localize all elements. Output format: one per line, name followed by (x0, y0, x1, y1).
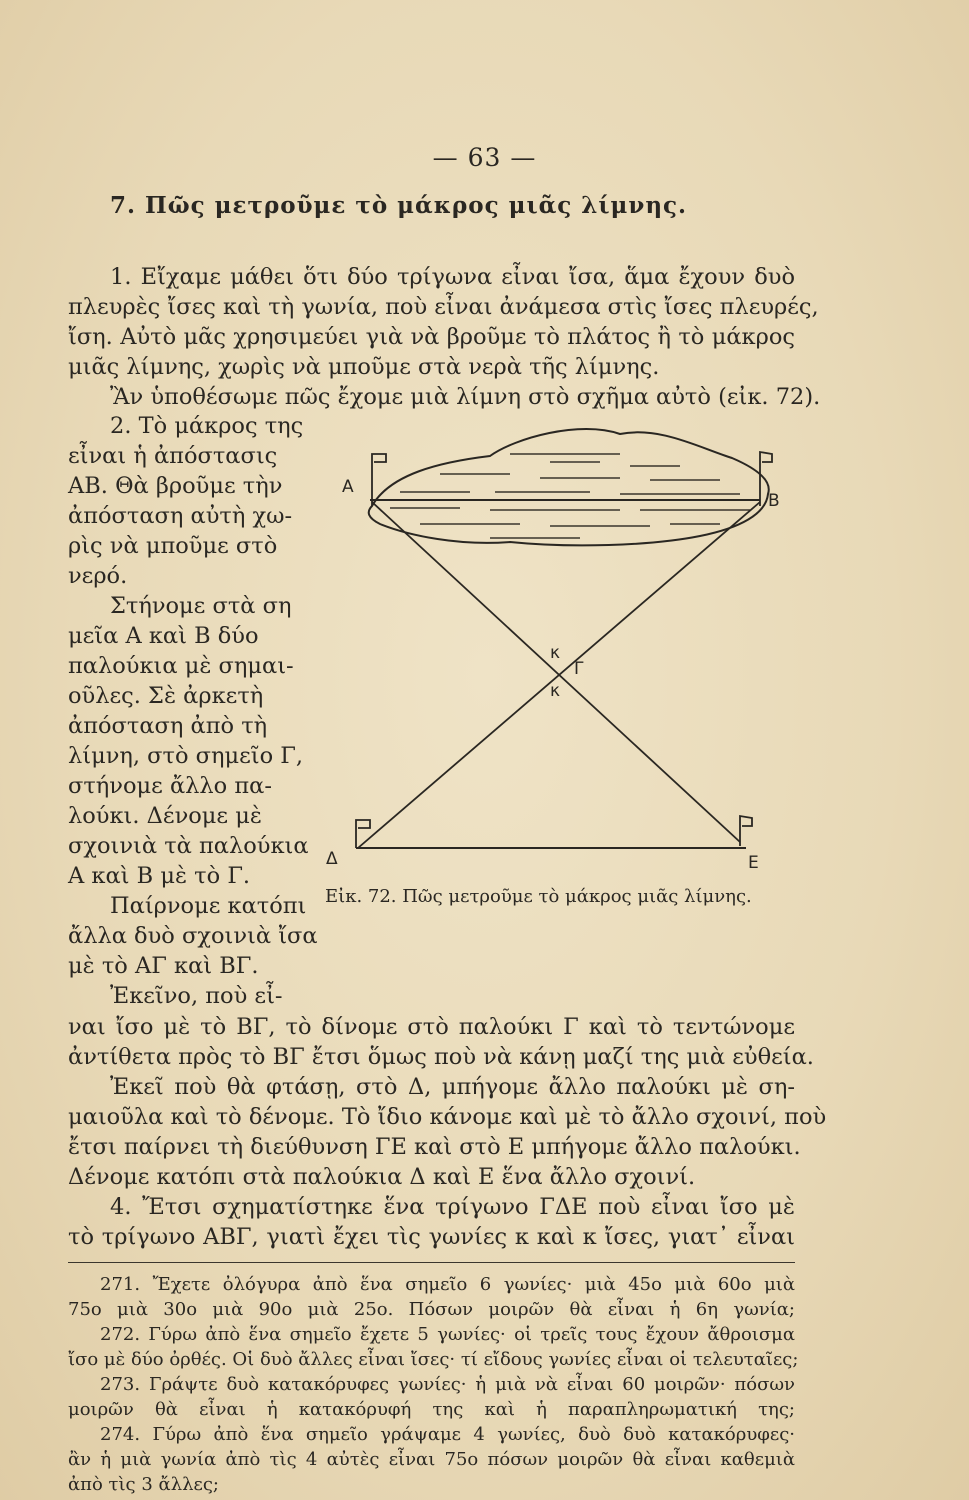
footnote-line: 272. Γύρω ἀπὸ ἕνα σημεῖο ἔχετε 5 γωνίες· οἱ τρεῖς τους ἔχουν ἄθροισμα (100, 1324, 795, 1345)
footnote-line: ἂν ἡ μιὰ γωνία ἀπὸ τὶς 4 αὐτὲς εἶναι 75ο πόσων μοιρῶν θὰ εἶναι καθεμιὰ (68, 1449, 795, 1470)
label-a: Α (342, 477, 354, 497)
paragraph-line: πλευρὲς ἴσες καὶ τὴ γωνία, ποὺ εἶναι ἀνάμεσα στὶς ἴσες πλευρές, (68, 294, 819, 320)
paragraph-line: Ἐκεῖ ποὺ θὰ φτάσῃ, στὸ Δ, μπήγομε ἄλλο παλούκι μὲ ση- (110, 1074, 795, 1100)
paragraph-line: τὸ τρίγωνο ΑΒΓ, γιατὶ ἔχει τὶς γωνίες κ καὶ κ ἴσες, γιατ᾽ εἶναι (68, 1224, 795, 1250)
water-hatching (390, 454, 750, 538)
paragraph-line: ἀντίθετα πρὸς τὸ ΒΓ ἔτσι ὅμως ποὺ νὰ κάνῃ μαζί της μιὰ εὐθεία. (68, 1044, 814, 1070)
footnote-line: ἀπὸ τὶς 3 ἄλλες; (68, 1474, 219, 1495)
column-line: λίμνη, στὸ σημεῖο Γ, (68, 743, 304, 769)
column-line: 2. Τὸ μάκρος της (110, 413, 304, 439)
lake-outline (369, 429, 769, 545)
footnote-line: 271. Ἔχετε ὀλόγυρα ἀπὸ ἕνα σημεῖο 6 γωνίες· μιὰ 45ο μιὰ 60ο μιὰ (100, 1274, 795, 1295)
paragraph-line: ἔτσι παίρνει τὴ διεύθυνση ΓΕ καὶ στὸ Ε μπήγομε ἄλλο παλούκι. (68, 1134, 801, 1160)
label-angle-k-top: κ (550, 643, 561, 663)
paragraph-line: μαιοῦλα καὶ τὸ δένομε. Τὸ ἴδιο κάνομε καὶ μὲ τὸ ἄλλο σχοινί, ποὺ (68, 1104, 827, 1130)
segment-bd (358, 502, 760, 848)
column-line: εἶναι ἡ ἀπόστασις (68, 443, 278, 469)
footnote-line: 273. Γράψτε δυὸ κατακόρυφες γωνίες· ἡ μιὰ νὰ εἶναι 60 μοιρῶν· πόσων (100, 1374, 795, 1395)
column-line: Α καὶ Β μὲ τὸ Γ. (68, 863, 251, 889)
figure-caption: Εἰκ. 72. Πῶς μετροῦμε τὸ μάκρος μιᾶς λίμνης. (325, 886, 752, 907)
column-line: παλούκια μὲ σημαι- (68, 653, 294, 679)
lake-diagram (320, 396, 790, 916)
paragraph-line: ναι ἴσο μὲ τὸ ΒΓ, τὸ δίνομε στὸ παλούκι Γ καὶ τὸ τεντώνομε (68, 1014, 795, 1040)
column-line: μεῖα Α καὶ Β δύο (68, 623, 259, 649)
label-g: Γ (574, 659, 584, 679)
column-line: νερό. (68, 563, 128, 589)
footnote-rule (68, 1262, 795, 1263)
column-line: λούκι. Δένομε μὲ (68, 803, 262, 829)
footnote-line: ἴσο μὲ δύο ὀρθές. Οἱ δυὸ ἄλλες εἶναι ἴσες· τί εἴδους γωνίες εἶναι οἱ τελευταῖες; (68, 1349, 799, 1370)
column-line: ἀπόσταση αὐτὴ χω- (68, 503, 293, 529)
column-line: Στήνομε στὰ ση (110, 593, 292, 619)
paragraph-line: ἴση. Αὐτὸ μᾶς χρησιμεύει γιὰ νὰ βροῦμε τὸ πλάτος ἢ τὸ μάκρος (68, 324, 795, 350)
column-line: ρὶς νὰ μποῦμε στὸ (68, 533, 278, 559)
footnote-line: μοιρῶν θὰ εἶναι ἡ κατακόρυφή της καὶ ἡ παραπληρωματική της; (68, 1399, 795, 1420)
footnote-line: 75ο μιὰ 30ο μιὰ 90ο μιὰ 25ο. Πόσων μοιρῶν θὰ εἶναι ἡ 6η γωνία; (68, 1299, 795, 1320)
paragraph-line: 4. Ἔτσι σχηματίστηκε ἕνα τρίγωνο ΓΔΕ ποὺ εἶναι ἴσο μὲ (110, 1194, 795, 1220)
label-d: Δ (326, 849, 338, 869)
column-line: ἄλλα δυὸ σχοινιὰ ἴσα (68, 923, 318, 949)
column-line: σχοινιὰ τὰ παλούκια (68, 833, 309, 859)
label-b: Β (768, 491, 780, 511)
column-line: μὲ τὸ ΑΓ καὶ ΒΓ. (68, 953, 259, 979)
column-line: ΑΒ. Θὰ βροῦμε τὴν (68, 473, 283, 499)
column-line: ἀπόσταση ἀπὸ τὴ (68, 713, 268, 739)
segment-ae (372, 502, 740, 842)
paragraph-line: Δένομε κατόπι στὰ παλούκια Δ καὶ Ε ἕνα ἄλλο σχοινί. (68, 1164, 696, 1190)
stakes (356, 452, 772, 848)
label-angle-k-bottom: κ (550, 681, 561, 701)
paragraph-line: μιᾶς λίμνης, χωρὶς νὰ μποῦμε στὰ νερὰ τῆς λίμνης. (68, 354, 660, 380)
column-line: Ἐκεῖνο, ποὺ εἶ- (110, 983, 283, 1009)
column-line: οῦλες. Σὲ ἀρκετὴ (68, 683, 264, 709)
column-line: Παίρνομε κατόπι (110, 893, 307, 919)
footnote-line: 274. Γύρω ἀπὸ ἕνα σημεῖο γράψαμε 4 γωνίες, δυὸ δυὸ κατακόρυφες· (100, 1424, 795, 1445)
column-line: στήνομε ἄλλο πα- (68, 773, 272, 799)
paragraph-line: Ἂν ὑποθέσωμε πῶς ἔχομε μιὰ λίμνη στὸ σχῆμα αὐτὸ (εἰκ. 72). (110, 384, 821, 410)
page-number: — 63 — (432, 143, 537, 172)
label-e: Ε (748, 853, 759, 873)
paragraph-line: 1. Εἴχαμε μάθει ὅτι δύο τρίγωνα εἶναι ἴσα, ἅμα ἔχουν δυὸ (110, 264, 795, 290)
section-heading: 7. Πῶς μετροῦμε τὸ μάκρος μιᾶς λίμνης. (110, 192, 688, 219)
